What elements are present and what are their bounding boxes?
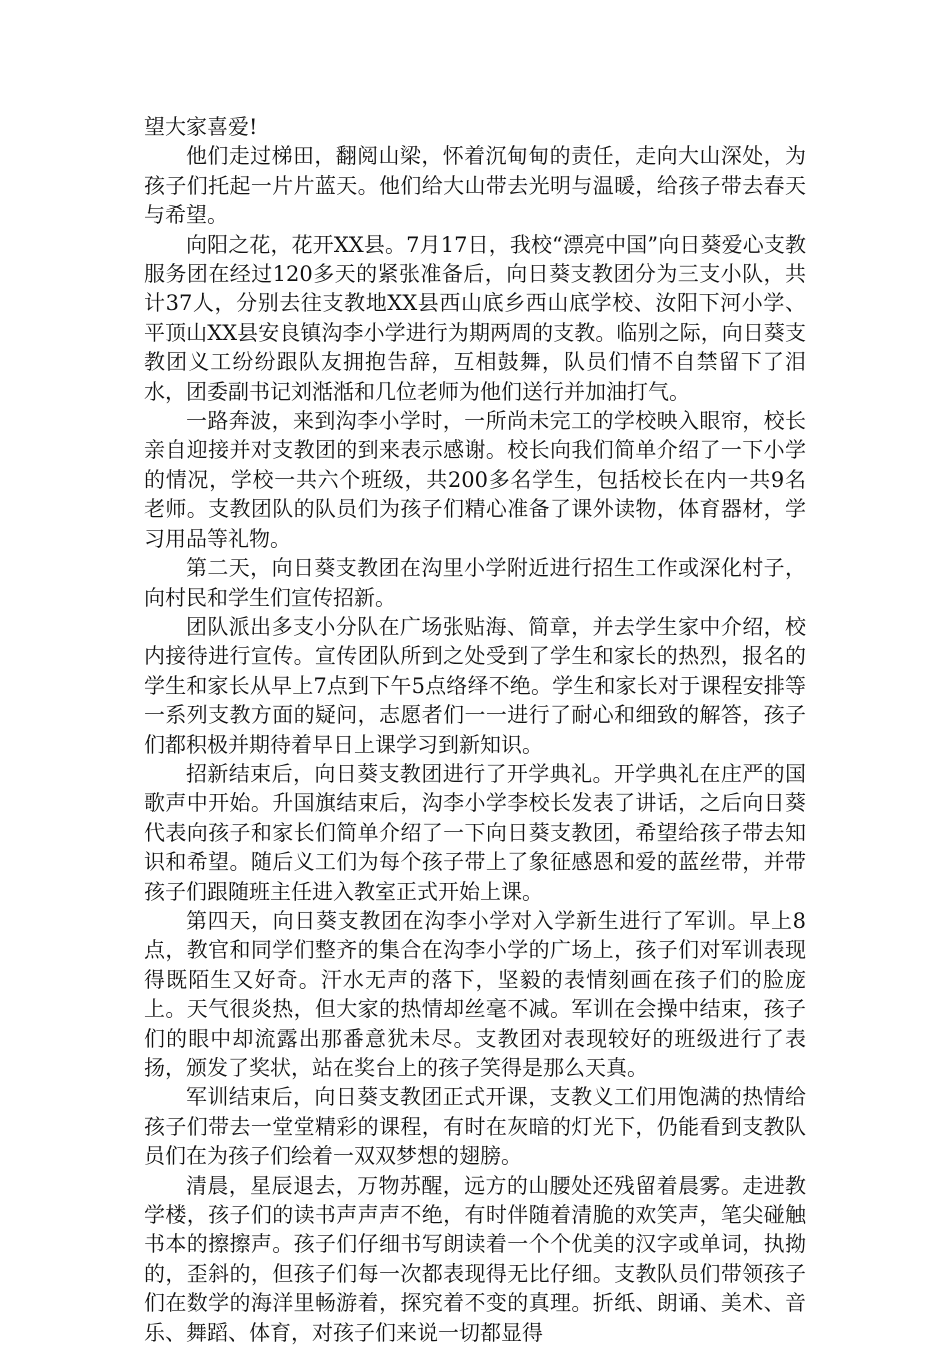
- paragraph-10: 清晨，星辰退去，万物苏醒，远方的山腰处还残留着晨雾。走进教学楼，孩子们的读书声声声不绝，有时伴随着清脆的欢笑声，笔尖碰触书本的擦擦声。孩子们仔细书写朗读着一个个优美的汉字或单词，执拗的，歪斜的，但孩子们每一次都表现得无比仔细。支教队员们带领孩子们在数学的海洋里畅游着，探究着不变的真理。折纸、朗诵、美术、音乐、舞蹈、体育，对孩子们来说一切都显得: [144, 1173, 806, 1345]
- paragraph-8: 第四天，向日葵支教团在沟李小学对入学新生进行了军训。早上8点，教官和同学们整齐的集合在沟李小学的广场上，孩子们对军训表现得既陌生又好奇。汗水无声的落下，坚毅的表情刻画在孩子们的脸庞上。天气很炎热，但大家的热情却丝毫不减。军训在会操中结束，孩子们的眼中却流露出那番意犹未尽。支教团对表现较好的班级进行了表扬，颁发了奖状，站在奖台上的孩子笑得是那么天真。: [144, 908, 806, 1080]
- paragraph-6: 团队派出多支小分队在广场张贴海、简章，并去学生家中介绍，校内接待进行宣传。宣传团队所到之处受到了学生和家长的热烈，报名的学生和家长从早上7点到下午5点络绎不绝。学生和家长对于课程安排等一系列支教方面的疑问，志愿者们一一进行了耐心和细致的解答，孩子们都积极并期待着早日上课学习到新知识。: [144, 614, 806, 757]
- document-body: [144, 113, 806, 1348]
- paragraph-5: 第二天，向日葵支教团在沟里小学附近进行招生工作或深化村子，向村民和学生们宣传招新。: [144, 556, 806, 610]
- paragraph-7: 招新结束后，向日葵支教团进行了开学典礼。开学典礼在庄严的国歌声中开始。升国旗结束后，沟李小学李校长发表了讲话，之后向日葵代表向孩子和家长们简单介绍了一下向日葵支教团，希望给孩子带去知识和希望。随后义工们为每个孩子带上了象征感恩和爱的蓝丝带，并带孩子们跟随班主任进入教室正式开始上课。: [144, 761, 806, 904]
- paragraph-3: 向阳之花，花开XX县。7月17日，我校“漂亮中国”向日葵爱心支教服务团在经过120多天的紧张准备后，向日葵支教团分为三支小队，共计37人，分别去往支教地XX县西山底乡西山底学校、汝阳下河小学、平顶山XX县安良镇沟李小学进行为期两周的支教。临别之际，向日葵支教团义工纷纷跟队友拥抱告辞，互相鼓舞，队员们情不自禁留下了泪水，团委副书记刘湉湉和几位老师为他们送行并加油打气。: [144, 232, 806, 404]
- paragraph-2: 他们走过梯田，翻阅山梁，怀着沉甸甸的责任，走向大山深处，为孩子们托起一片片蓝天。他们给大山带去光明与温暖，给孩子带去春天与希望。: [144, 144, 806, 228]
- paragraph-4: 一路奔波，来到沟李小学时，一所尚未完工的学校映入眼帘，校长亲自迎接并对支教团的到来表示感谢。校长向我们简单介绍了一下小学的情况，学校一共六个班级，共200多名学生，包括校长在内一共9名老师。支教团队的队员们为孩子们精心准备了课外读物，体育器材，学习用品等礼物。: [144, 409, 806, 551]
- paragraph-1: 望大家喜爱!: [144, 115, 258, 139]
- paragraph-9: 军训结束后，向日葵支教团正式开课，支教义工们用饱满的热情给孩子们带去一堂堂精彩的课程，有时在灰暗的灯光下，仍能看到支教队员们在为孩子们绘着一双双梦想的翅膀。: [144, 1085, 806, 1169]
